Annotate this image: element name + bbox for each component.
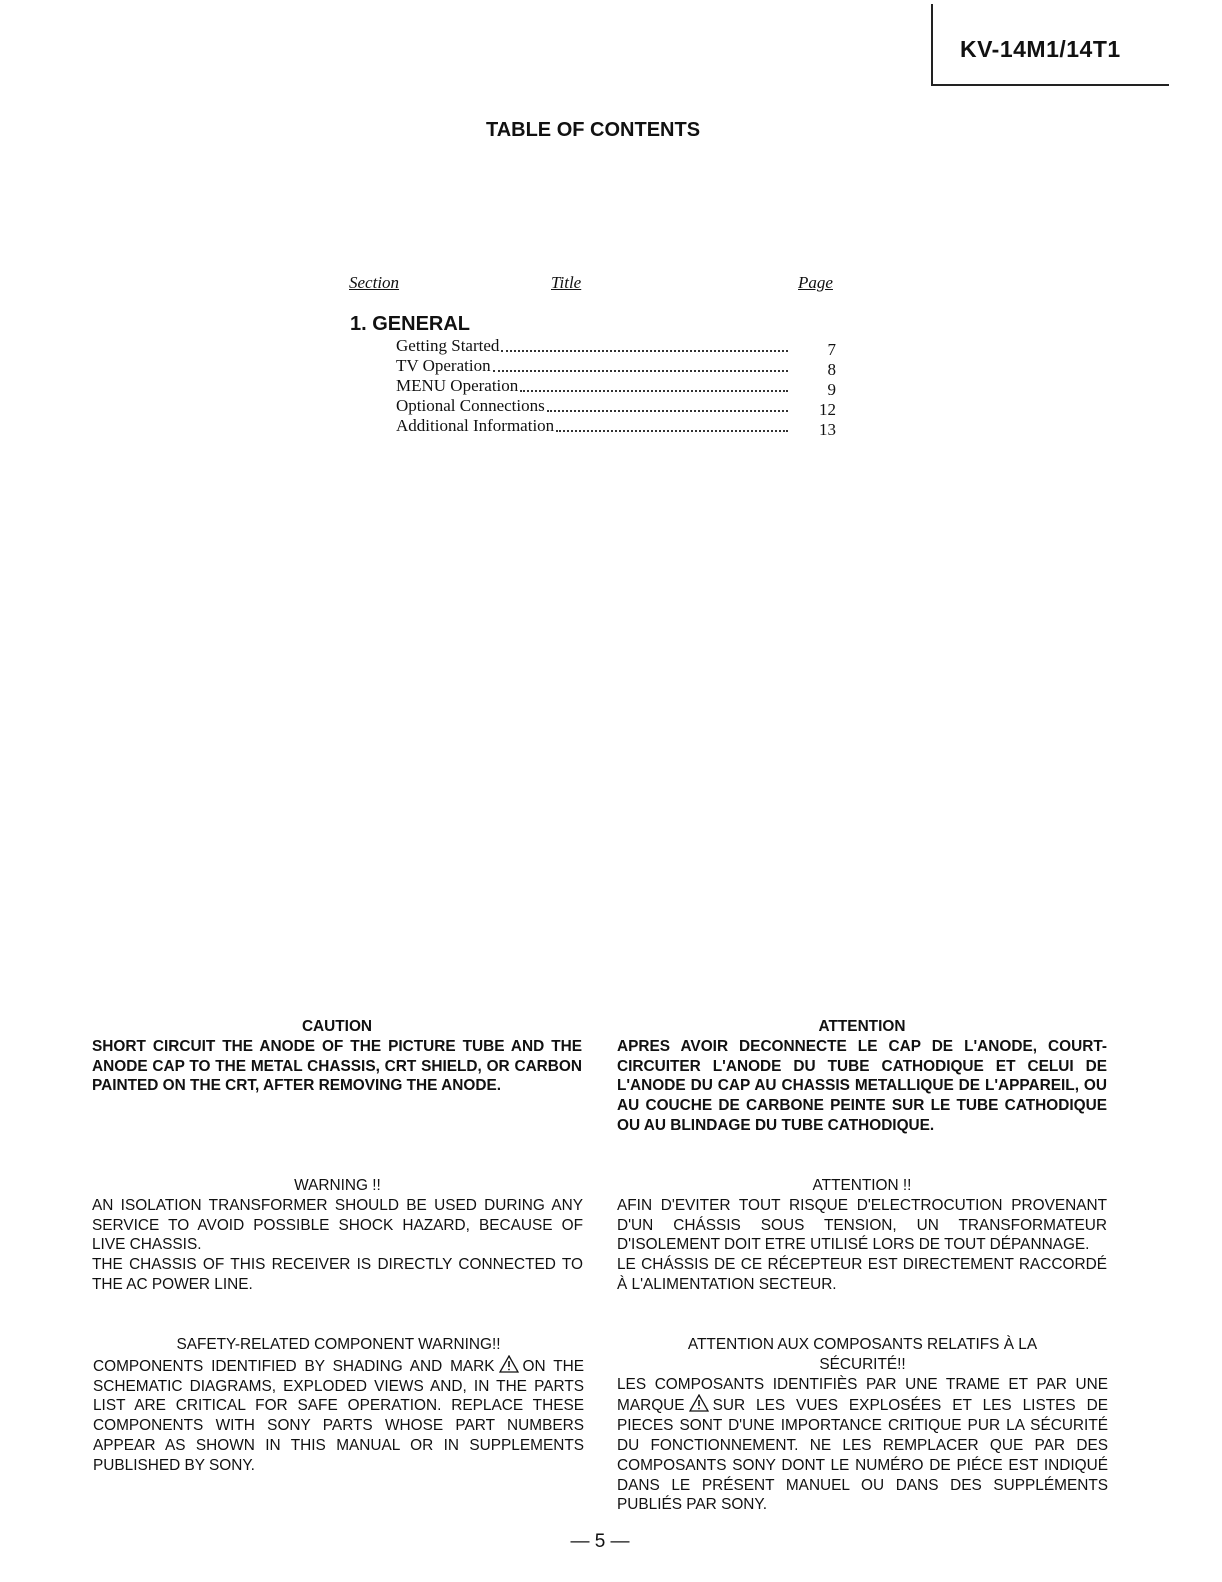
column-section: Section [349,273,400,292]
warning-triangle-icon [499,1355,519,1373]
attention-text: APRES AVOIR DECONNECTE LE CAP DE L'ANODE, COURT-CIRCUITER L'ANODE DU TUBE CATHODIQUE ET CELUI DE L'ANODE DU CAP AU CHASSIS METALLIQUE DE L'APPAREIL, OU AU COUCHE DE CARBONE PEINTE SUR LE TUBE CATHODIQUE OU AU BLINDAGE DU TUBE CATHODIQUE. [617,1037,1107,1134]
caution-heading: CAUTION [301,1018,373,1035]
column-title: Title [551,273,582,292]
safety-text: COMPONENTS IDENTIFIED BY SHADING AND MARK ON THE SCHEMATIC DIAGRAMS, EXPLODED VIEWS AND, IN THE PARTS LIST ARE CRITICAL FOR SAFE OPERATION. REPLACE THESE COMPONENTS WITH SONY PARTS WHOSE PART NUMBERS APPEAR AS SHOWN IN THIS MANUAL OR IN SUPPLEMENTS PUBLISHED BY SONY. [93,1355,584,1476]
warning-heading: WARNING !! [294,1177,381,1194]
warning-block-fr [617,1176,1107,1295]
leader-dots [493,370,788,372]
toc-item-page: 12 [819,400,836,419]
safety-block-en [93,1335,584,1476]
caution-text: SHORT CIRCUIT THE ANODE OF THE PICTURE TUBE AND THE ANODE CAP TO THE METAL CHASSIS, CRT SHIELD, OR CARBON PAINTED ON THE CRT, AFTER REMOVING THE ANODE. [92,1037,582,1095]
toc-list [396,336,836,439]
warning-text: THE CHASSIS OF THIS RECEIVER IS DIRECTLY CONNECTED TO THE AC POWER LINE. [92,1256,583,1293]
safety-heading-fr: ATTENTION AUX COMPOSANTS RELATIFS À LA SÉCURITÉ!! [687,1336,1038,1373]
toc-item-page: 13 [819,420,836,439]
caution-block-fr [617,1017,1107,1136]
toc-item-label: MENU Operation [396,376,519,395]
warning-triangle-icon [689,1394,709,1412]
toc-item-label: TV Operation [396,356,491,375]
safety-block-fr [617,1335,1108,1515]
toc-item-page: 8 [827,360,836,379]
page-number: — 5 — [570,1531,630,1552]
leader-dots [547,410,788,412]
toc-item-page: 7 [827,340,836,359]
warning-heading-fr: ATTENTION !! [812,1177,912,1194]
toc-item-page: 9 [827,380,836,399]
toc-item [396,376,836,399]
toc-item-label: Optional Connections [396,396,545,415]
safety-text-fr: LES COMPOSANTS IDENTIFIÈS PAR UNE TRAME ET PAR UNE MARQUE SUR LES VUES EXPLOSÉES ET LES LISTES DE PIECES SONT D'UNE IMPORTANCE CRITIQUE PUR LA SÉCURITÉ DU FONCTIONNEMENT. NE LES REMPLACER QUE PAR DES COMPOSANTS SONY DONT LE NUMÉRO DE PIÉCE EST INDIQUÉ DANS LE PRÉSENT MANUEL OU DANS DES SUPPLÉMENTS PUBLIÉS PAR SONY. [617,1375,1108,1514]
toc-item-label: Getting Started [396,336,500,355]
model-number: KV-14M1/14T1 [960,36,1121,62]
toc-item [396,336,836,359]
warning-text-fr: AFIN D'EVITER TOUT RISQUE D'ELECTROCUTION PROVENANT D'UN CHÁSSIS SOUS TENSION, UN TRANSFORMATEUR D'ISOLEMENT DOIT ETRE UTILISÉ LORS DE TOUT DÉPANNAGE. [617,1196,1107,1254]
toc-title: TABLE OF CONTENTS [485,119,701,141]
column-page: Page [798,273,833,292]
warning-text-fr: LE CHÁSSIS DE CE RÉCEPTEUR EST DIRECTEMENT RACCORDÉ À L'ALIMENTATION SECTEUR. [617,1256,1107,1293]
leader-dots [520,390,788,392]
section-heading: 1. GENERAL [350,313,471,335]
caution-block-en [92,1017,582,1096]
leader-dots [501,350,788,352]
leader-dots [556,430,788,432]
toc-item-label: Additional Information [396,416,555,435]
toc-item [396,396,836,419]
toc-item [396,416,836,439]
safety-heading: SAFETY-RELATED COMPONENT WARNING!! [176,1336,501,1353]
toc-item [396,356,836,379]
warning-block-en [92,1176,583,1295]
attention-heading: ATTENTION [818,1018,906,1035]
warning-text: AN ISOLATION TRANSFORMER SHOULD BE USED DURING ANY SERVICE TO AVOID POSSIBLE SHOCK HAZARD, BECAUSE OF LIVE CHASSIS. [92,1196,583,1254]
